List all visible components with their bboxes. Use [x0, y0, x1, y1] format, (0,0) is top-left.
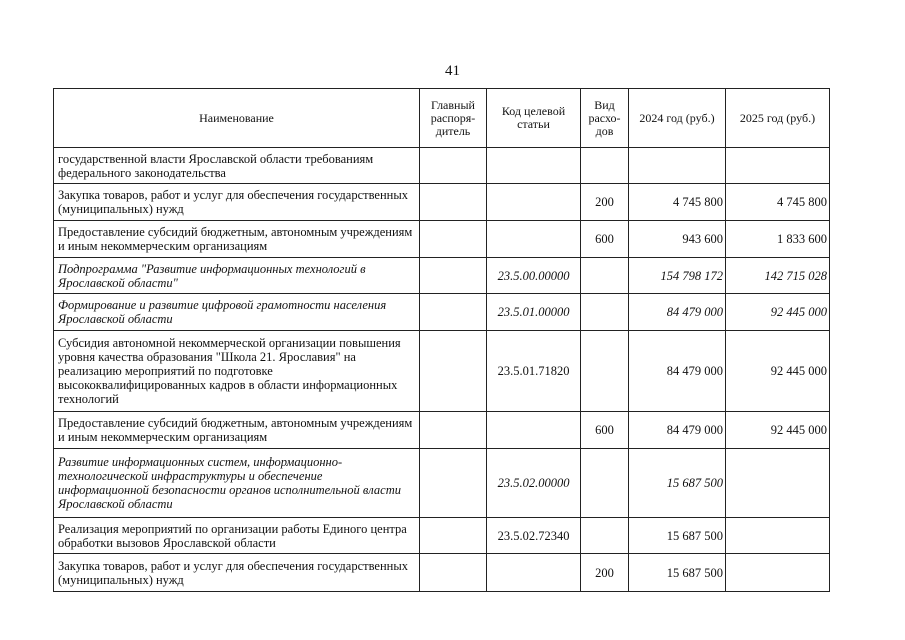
cell-name: государственной власти Ярославской области требованиям федерального законодательства [54, 148, 420, 184]
table-row [54, 221, 830, 258]
cell-admin [420, 518, 487, 554]
cell-admin [420, 449, 487, 518]
table-row [54, 184, 830, 221]
cell-type [581, 148, 629, 184]
cell-code: 23.5.00.00000 [487, 258, 581, 294]
cell-admin [420, 294, 487, 331]
cell-2024: 943 600 [629, 221, 726, 258]
cell-2025: 92 445 000 [726, 412, 830, 449]
header-2025: 2025 год (руб.) [726, 89, 830, 148]
cell-type [581, 258, 629, 294]
cell-code: 23.5.01.71820 [487, 331, 581, 412]
cell-code: 23.5.02.72340 [487, 518, 581, 554]
cell-2025 [726, 148, 830, 184]
cell-2025: 92 445 000 [726, 331, 830, 412]
cell-2024: 15 687 500 [629, 518, 726, 554]
cell-2024: 4 745 800 [629, 184, 726, 221]
cell-name: Закупка товаров, работ и услуг для обеспечения государственных (муниципальных) нужд [54, 554, 420, 592]
table-row [54, 412, 830, 449]
header-code: Код целевой статьи [487, 89, 581, 148]
header-2024: 2024 год (руб.) [629, 89, 726, 148]
budget-table [53, 88, 830, 592]
cell-type [581, 331, 629, 412]
cell-name: Предоставление субсидий бюджетным, автономным учреждениям и иным некоммерческим организациям [54, 221, 420, 258]
cell-name: Закупка товаров, работ и услуг для обеспечения государственных (муниципальных) нужд [54, 184, 420, 221]
table-row [54, 554, 830, 592]
cell-admin [420, 331, 487, 412]
cell-2024: 84 479 000 [629, 294, 726, 331]
table-row [54, 148, 830, 184]
header-name: Наименование [54, 89, 420, 148]
cell-2024: 15 687 500 [629, 554, 726, 592]
cell-code [487, 184, 581, 221]
cell-2024: 84 479 000 [629, 412, 726, 449]
cell-type [581, 518, 629, 554]
cell-code: 23.5.02.00000 [487, 449, 581, 518]
cell-2025: 1 833 600 [726, 221, 830, 258]
table-row [54, 294, 830, 331]
cell-name: Подпрограмма "Развитие информационных технологий в Ярославской области" [54, 258, 420, 294]
table-row [54, 449, 830, 518]
cell-2025 [726, 518, 830, 554]
cell-code [487, 412, 581, 449]
header-type: Вид расхо-дов [581, 89, 629, 148]
cell-admin [420, 184, 487, 221]
cell-2024: 84 479 000 [629, 331, 726, 412]
table-header-row [54, 89, 830, 148]
cell-name: Предоставление субсидий бюджетным, автономным учреждениям и иным некоммерческим организациям [54, 412, 420, 449]
cell-type [581, 449, 629, 518]
cell-2025 [726, 449, 830, 518]
cell-2025: 142 715 028 [726, 258, 830, 294]
cell-type [581, 294, 629, 331]
cell-2025 [726, 554, 830, 592]
header-admin: Главный распоря-дитель [420, 89, 487, 148]
cell-admin [420, 412, 487, 449]
cell-name: Формирование и развитие цифровой грамотности населения Ярославской области [54, 294, 420, 331]
cell-admin [420, 221, 487, 258]
cell-admin [420, 554, 487, 592]
cell-code [487, 148, 581, 184]
table-row [54, 331, 830, 412]
cell-code [487, 554, 581, 592]
cell-2024: 154 798 172 [629, 258, 726, 294]
cell-name: Субсидия автономной некоммерческой организации повышения уровня качества образования "Школа 21. Ярославия" на реализацию мероприятий по подготовке высококвалифицированных кадров в области информационных технологий [54, 331, 420, 412]
cell-type: 200 [581, 184, 629, 221]
cell-2025: 4 745 800 [726, 184, 830, 221]
cell-2025: 92 445 000 [726, 294, 830, 331]
page-number: 41 [445, 63, 460, 79]
table-body [54, 148, 830, 592]
cell-type: 200 [581, 554, 629, 592]
cell-code [487, 221, 581, 258]
table-row [54, 518, 830, 554]
cell-2024 [629, 148, 726, 184]
cell-code: 23.5.01.00000 [487, 294, 581, 331]
cell-type: 600 [581, 221, 629, 258]
table-row [54, 258, 830, 294]
cell-2024: 15 687 500 [629, 449, 726, 518]
cell-type: 600 [581, 412, 629, 449]
cell-name: Развитие информационных систем, информационно-технологической инфраструктуры и обеспечение информационной безопасности органов исполнительной власти Ярославской области [54, 449, 420, 518]
cell-admin [420, 148, 487, 184]
cell-name: Реализация мероприятий по организации работы Единого центра обработки вызовов Ярославской области [54, 518, 420, 554]
cell-admin [420, 258, 487, 294]
